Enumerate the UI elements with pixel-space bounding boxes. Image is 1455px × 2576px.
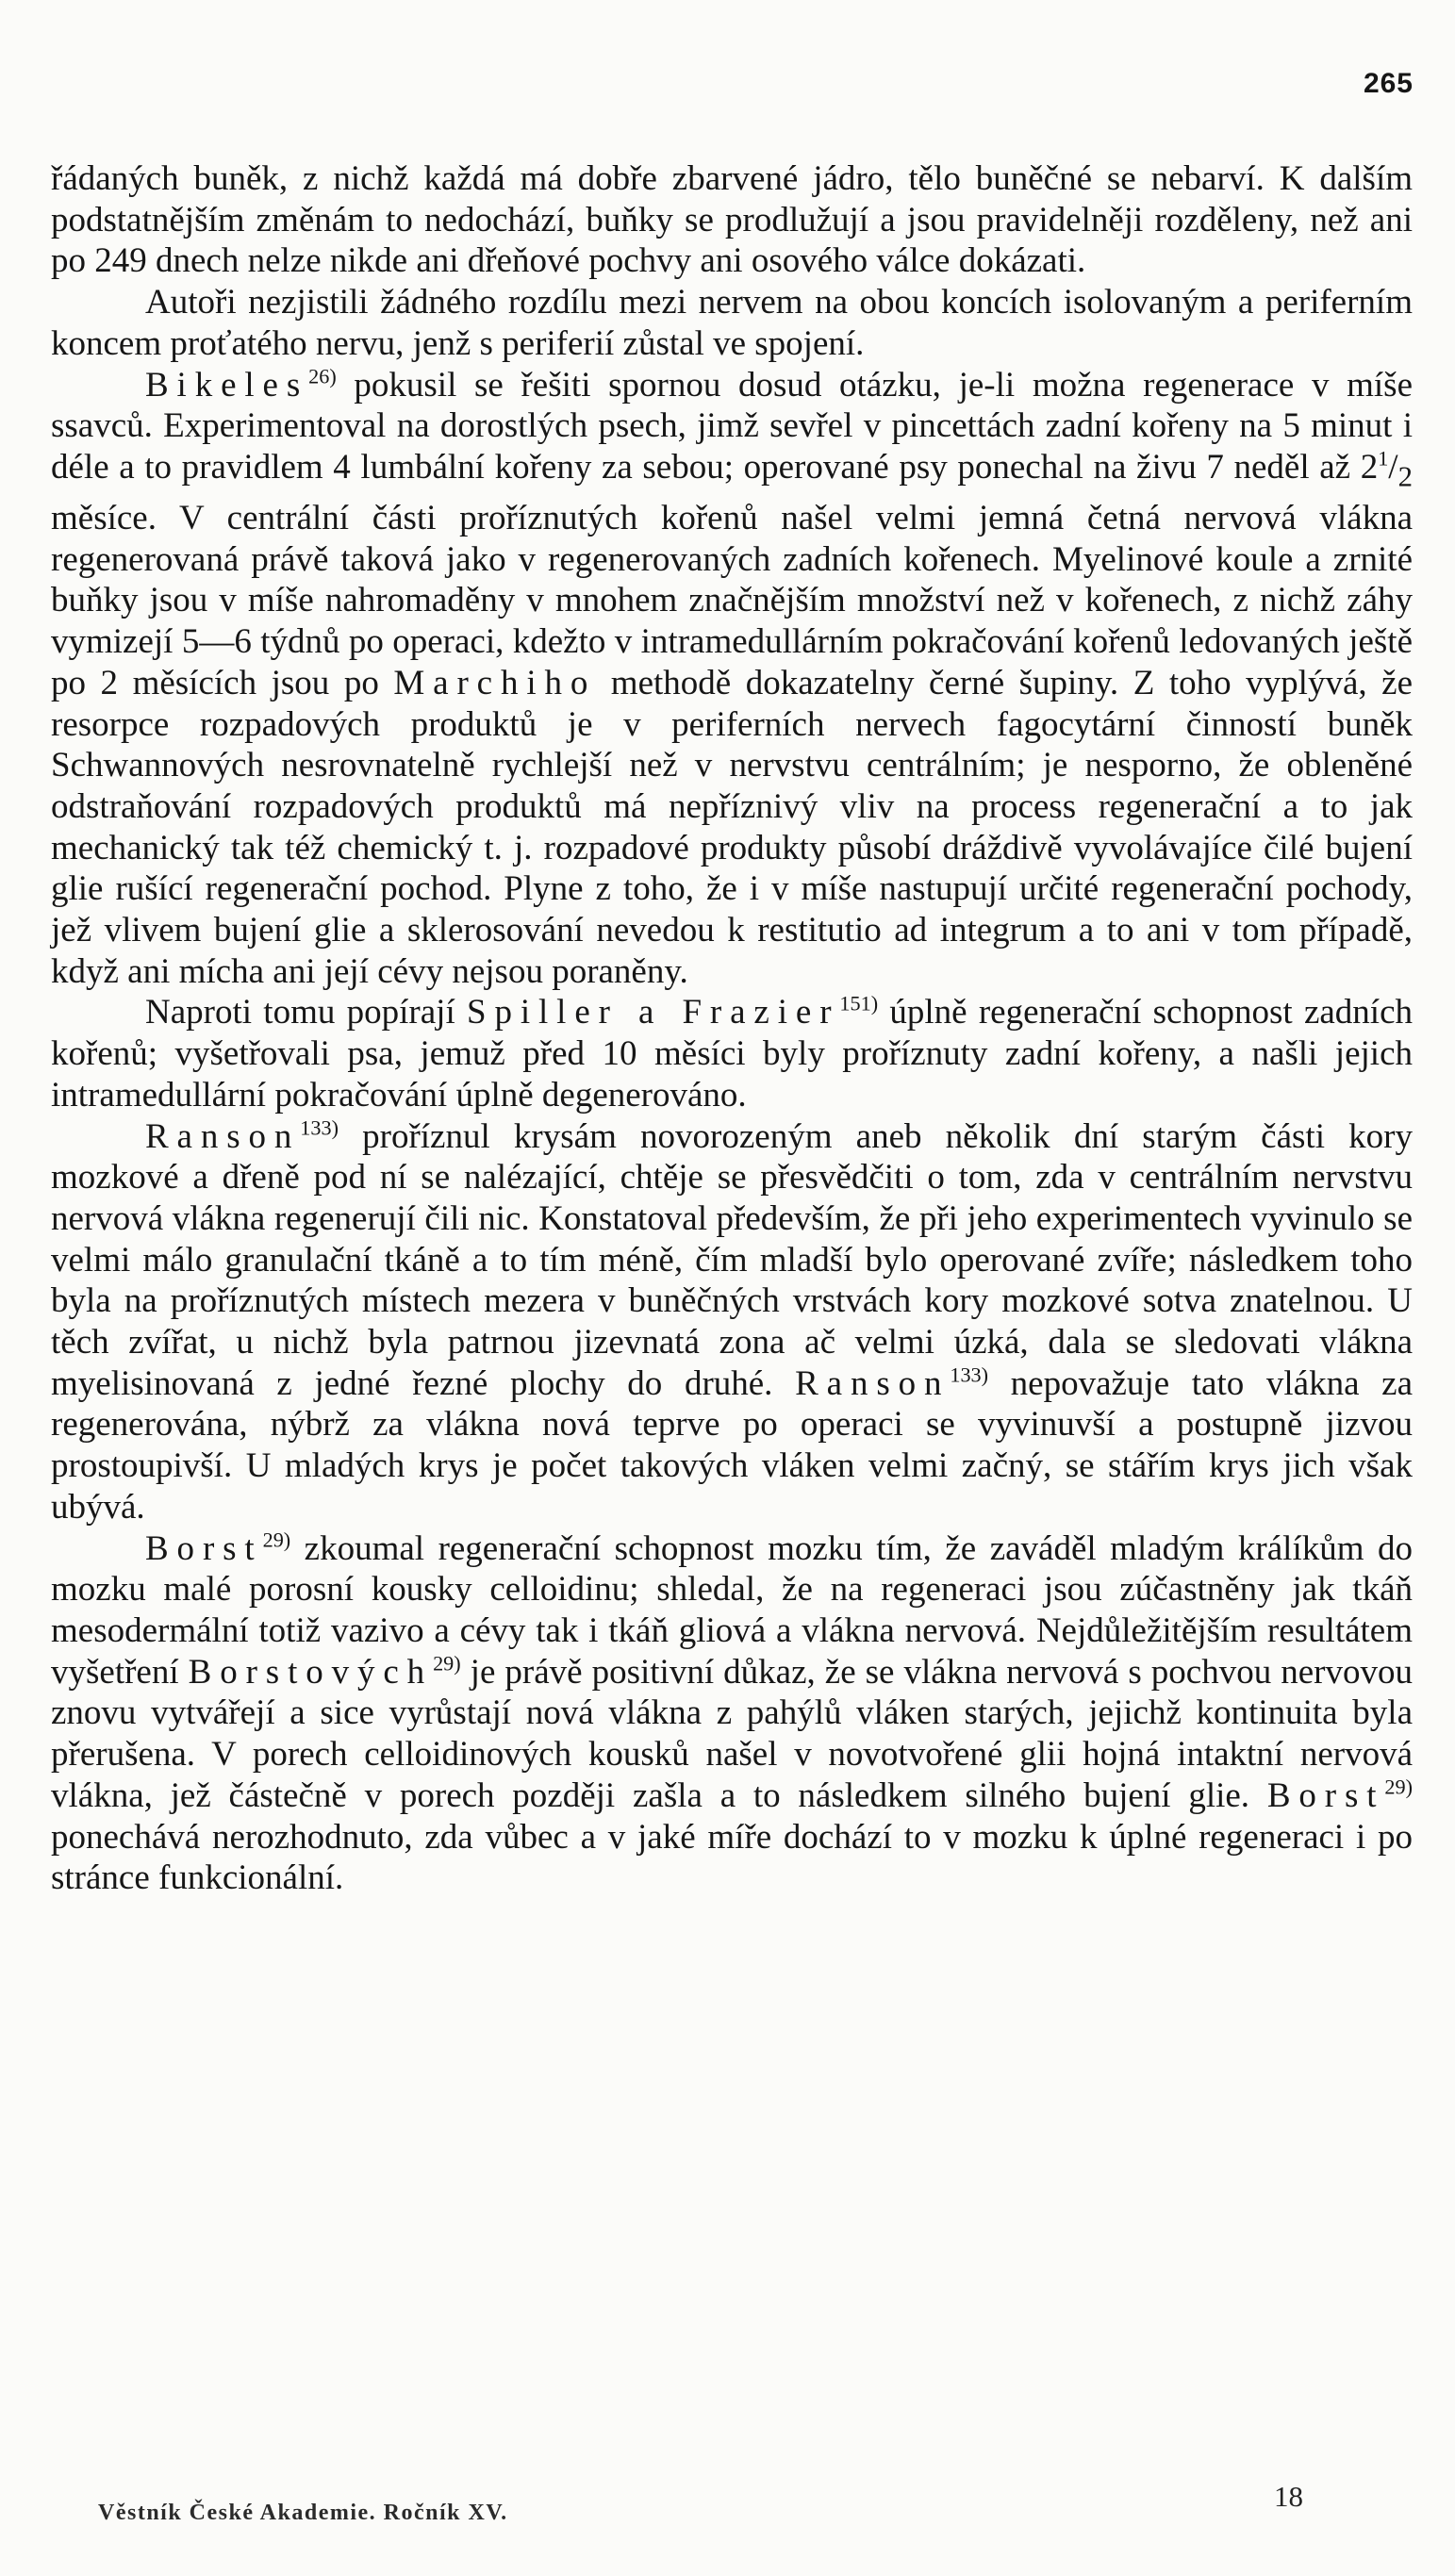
footer-signature: 18 — [1274, 2480, 1303, 2513]
footnote-ref: 133) — [950, 1362, 989, 1387]
footnote-ref: 26) — [308, 363, 337, 388]
footnote-ref: 151) — [839, 991, 879, 1016]
text-run: řádaných buněk, z nichž každá má dobře zbarvené jádro, tělo buněčné se nebarví. K dalším podstatnějším změnám to nedochází, buňky se prodlužují a jsou pravidelněji rozděleny, než ani po 249 dnech nelze nikde ani dřeňové pochvy ani osového válce dokázati. — [51, 159, 1413, 281]
footnote-ref: 29) — [1384, 1775, 1413, 1799]
author-name: Spiller a Frazier — [467, 993, 840, 1032]
text-run: nepovažuje tato vlákna za regenerována, nýbrž za vlákna nová teprve po operaci se vyvinuvší a postupně jizvou prostoupivší. U mladých krys je počet takových vláken velmi začný, se stářím krys jich však ubývá. — [51, 1363, 1413, 1527]
paragraph — [51, 282, 1413, 364]
text-run: zkoumal regenerační schopnost mozku tím, že zaváděl mladým králíkům do mozku malé porosní kousky celloidinu; shledal, že na regeneraci jsou zúčastněny jak tkáň mesodermální totiž vazivo a cévy tak i tkáň gliová a vlákna nervová. Nejdůležitějším resultátem vyšetření — [51, 1528, 1413, 1692]
text-run: Autoři nezjistili žádného rozdílu mezi nervem na obou koncích isolovaným a periferním koncem proťatého nervu, jenž s periferií zůstal ve spojení. — [51, 283, 1413, 363]
author-name: Borstových — [188, 1652, 434, 1692]
text-run: / — [1388, 447, 1398, 487]
author-name: Ranson — [795, 1363, 951, 1403]
paragraph — [51, 992, 1413, 1115]
footnote-ref: 133) — [300, 1115, 339, 1139]
footer-journal: Věstník České Akademie. Ročník XV. — [98, 2501, 508, 2525]
text-run: ponechává nerozhodnuto, zda vůbec a v jaké míře dochází to v mozku k úplné regeneraci i po stránce funkcionální. — [51, 1817, 1413, 1898]
paragraph — [51, 1116, 1413, 1528]
footnote-ref: 1 — [1378, 446, 1389, 471]
page-number: 265 — [1363, 68, 1414, 99]
author-name: Marchiho — [393, 663, 597, 702]
text-run: měsíce. V centrální části proříznutých kořenů našel velmi jemná četná nervová vlákna regenerovaná právě taková jako v regenerovaných zadních kořenech. Myelinové koule a zrnité buňky jsou v míše nahromaděny v mnohem značnějším množství než v kořenech, z nichž záhy vymizejí 5—6 týdnů po operaci, kdežto v intramedullárním pokračování kořenů ledovaných ještě po 2 měsících jsou po — [51, 499, 1413, 702]
paragraph — [51, 158, 1413, 282]
text-run: 2 — [1397, 460, 1413, 493]
footnote-ref: 29) — [262, 1527, 291, 1551]
footnote-ref: 29) — [433, 1650, 461, 1675]
text-run: methodě dokazatelny černé šupiny. Z toho vyplývá, že resorpce rozpadových produktů je v periferních nervech fagocytární činností buněk Schwannových nesrovnatelně rychlejší než v nervstvu centrálním; je nesporno, že obleněné odstraňování rozpadových produktů má nepříznivý vliv na process regenerační a to jak mechanický tak též chemický t. j. rozpadové produkty působí dráždivě vyvolávajíce čilé bujení glie rušící regenerační pochod. Plyne z toho, že i v míše nastupují určité regenerační pochody, jež vlivem bujení glie a sklerosování nevedou k restitutio ad integrum a to ani v tom případě, když ani mícha ani její cévy nejsou poraněny. — [51, 663, 1413, 991]
text-run: proříznul krysám novorozeným aneb několik dní starým části kory mozkové a dřeně pod ní se nalézající, chtěje se přesvědčiti o tom, zda v centrálním nervstvu nervová vlákna regenerují čili nic. Konstatoval především, že při jeho experimentech vyvinulo se velmi málo granulační tkáně a to tím méně, čím mladší bylo operované zvíře; následkem toho byla na proříznutých místech mezera v buněčných vrstvách kory mozkové sotva znatelnou. U těch zvířat, u nichž byla patrnou jizevnatá zona ač velmi úzká, dala se sledovati vlákna myelisinovaná z jedné řezné plochy do druhé. — [51, 1116, 1413, 1403]
author-name: Borst — [1266, 1775, 1385, 1815]
text-run: pokusil se řešiti spornou dosud otázku, je-li možna regenerace v míše ssavců. Experimentoval na dorostlých psech, jimž sevřel v pincettách zadní kořeny na 5 minut i déle a to pravidlem 4 lumbální kořeny za sebou; operované psy ponechal na živu 7 neděl až 2 — [51, 365, 1413, 487]
body-text — [51, 158, 1413, 1899]
author-name: Bikeles — [145, 365, 309, 405]
text-run: je právě positivní důkaz, že se vlákna nervová s pochvou nervovou znovu vytvářejí a sice vyrůstají nová vlákna z pahýlů vláken starých, jejichž kontinuita byla přerušena. V porech celloidinových kousků našel v novotvořené glii hojná intaktní nervová vlákna, jež částečně v porech později zašla a to následkem silného bujení glie. — [51, 1652, 1413, 1815]
text-run: Naproti tomu popírají — [145, 993, 468, 1032]
text-run: úplně regenerační schopnost zadních kořenů; vyšetřovali psa, jemuž před 10 měsíci byly proříznuty zadní kořeny, a našli jejich intramedullární pokračování úplně degenerováno. — [51, 993, 1413, 1115]
author-name: Borst — [145, 1528, 263, 1568]
paragraph — [51, 1528, 1413, 1899]
author-name: Ranson — [145, 1116, 301, 1156]
paragraph — [51, 365, 1413, 993]
